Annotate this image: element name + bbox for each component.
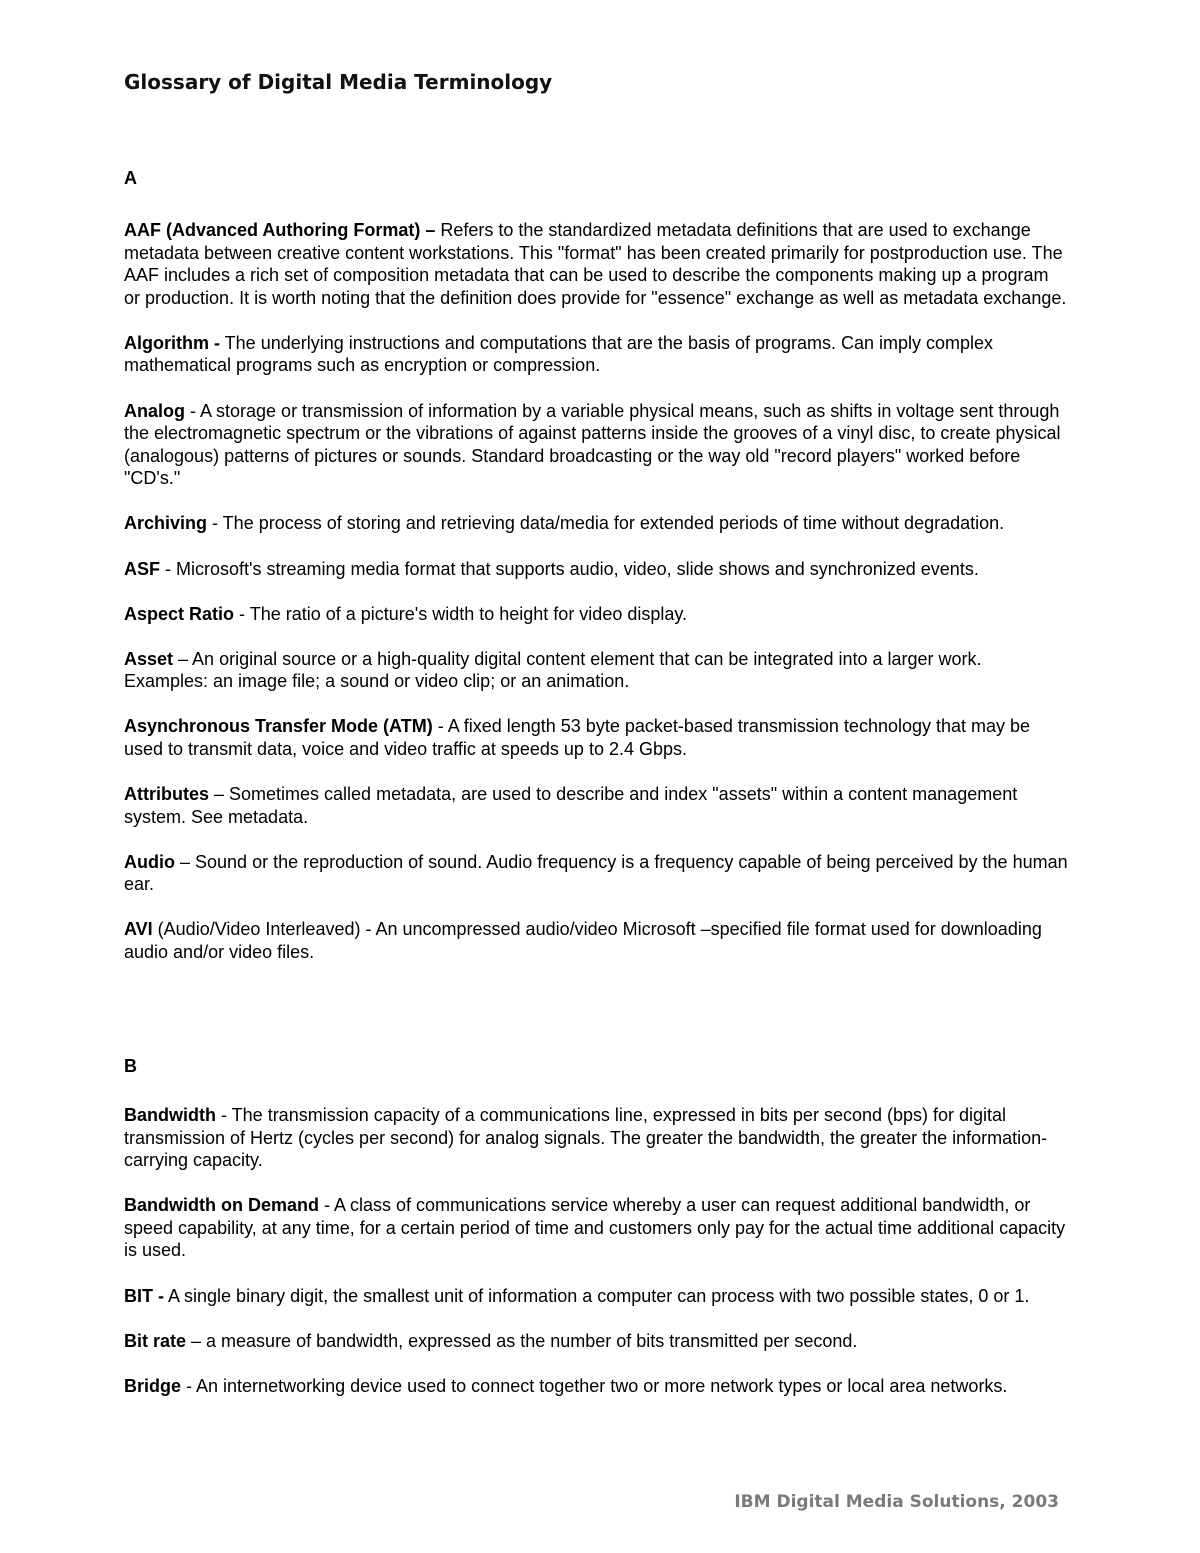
glossary-entry: [124, 332, 1069, 377]
section-a-entries: [124, 219, 1069, 986]
glossary-entry: [124, 1375, 1069, 1398]
entry-term: Bridge: [124, 1375, 182, 1396]
page-title: Glossary of Digital Media Terminology: [124, 70, 553, 94]
entry-definition: The underlying instructions and computations that are the basis of programs. Can imply complex mathematical programs such as encryption or compression.: [124, 332, 994, 376]
entry-term: Algorithm -: [124, 332, 220, 353]
entry-definition: - The process of storing and retrieving data/media for extended periods of time without degradation.: [207, 513, 1005, 534]
glossary-entry: [124, 603, 1069, 626]
glossary-entry: [124, 1330, 1069, 1353]
entry-definition: - A class of communications service whereby a user can request additional bandwidth, or speed capability, at any time, for a certain period of time and customers only pay for the actual time additional capacity is used.: [124, 1195, 1066, 1261]
glossary-entry: [124, 783, 1069, 828]
entry-definition: – Sometimes called metadata, are used to describe and index "assets" within a content management system. See metadata.: [124, 784, 1018, 827]
glossary-entry: [124, 648, 1069, 693]
glossary-entry: [124, 715, 1069, 760]
entry-definition: – An original source or a high-quality digital content element that can be integrated into a larger work. Examples: an image file; a sound or video clip; or an animation.: [124, 648, 982, 692]
entry-term: Aspect Ratio: [124, 603, 235, 624]
entry-term: Asynchronous Transfer Mode (ATM): [124, 716, 433, 737]
glossary-entry: [124, 851, 1069, 896]
entry-term: Analog: [124, 400, 185, 421]
glossary-entry: [124, 918, 1069, 963]
glossary-entry: [124, 1104, 1069, 1172]
entry-definition: - A fixed length 53 byte packet-based transmission technology that may be used to transmit data, voice and video traffic at speeds up to 2.4 Gbps.: [124, 716, 1031, 759]
entry-term: Asset: [124, 648, 174, 669]
glossary-entry: [124, 1194, 1069, 1262]
section-letter-b: B: [124, 1056, 137, 1076]
entry-definition: A single binary digit, the smallest unit of information a computer can process with two possible states, 0 or 1.: [164, 1285, 1030, 1306]
entry-term: AAF (Advanced Authoring Format) –: [124, 220, 436, 240]
section-b-entries: [124, 1104, 1069, 1420]
entry-term: Audio: [124, 851, 175, 872]
glossary-entry: [124, 400, 1069, 490]
entry-definition: - An internetworking device used to connect together two or more network types or local area networks.: [181, 1375, 1008, 1396]
entry-definition: - The transmission capacity of a communications line, expressed in bits per second (bps) for digital transmission of Hertz (cycles per second) for analog signals. The greater the bandwidth, the greater the information-carrying capacity.: [124, 1105, 1048, 1171]
glossary-entry: [124, 512, 1069, 535]
glossary-entry: [124, 1285, 1069, 1308]
entry-definition: - Microsoft's streaming media format that supports audio, video, slide shows and synchronized events.: [160, 558, 979, 579]
entry-term: Bandwidth: [124, 1105, 216, 1125]
entry-definition: – a measure of bandwidth, expressed as the number of bits transmitted per second.: [186, 1330, 858, 1351]
entry-definition: (Audio/Video Interleaved) - An uncompressed audio/video Microsoft –specified file format used for downloading audio and/or video files.: [124, 919, 1042, 963]
entry-definition: – Sound or the reproduction of sound. Audio frequency is a frequency capable of being perceived by the human ear.: [124, 851, 1068, 895]
entry-term: AVI: [124, 919, 153, 940]
entry-term: Attributes: [124, 784, 209, 805]
entry-definition: - The ratio of a picture's width to height for video display.: [234, 603, 688, 624]
glossary-entry: [124, 558, 1069, 581]
entry-definition: - A storage or transmission of information by a variable physical means, such as shifts in voltage sent through the electromagnetic spectrum or the vibrations of against patterns inside the grooves of a vinyl disc, to create physical (analogous) patterns of pictures or sounds. Standard broadcasting or the way old "record players" worked before "CD's.": [124, 400, 1061, 489]
page-footer: IBM Digital Media Solutions, 2003: [734, 1492, 1059, 1512]
entry-term: Bandwidth on Demand: [124, 1195, 319, 1216]
section-letter-a: A: [124, 168, 137, 188]
entry-term: Archiving: [124, 513, 208, 534]
glossary-entry: [124, 219, 1069, 309]
entry-term: ASF: [124, 558, 160, 579]
entry-term: BIT -: [124, 1285, 164, 1306]
entry-definition: Refers to the standardized metadata definitions that are used to exchange metadata between creative content workstations. This "format" has been created primarily for postproduction use. The AAF includes a rich set of composition metadata that can be used to describe the components making up a program or production. It is worth noting that the definition does provide for "essence" exchange as well as metadata exchange.: [124, 220, 1067, 308]
entry-term: Bit rate: [124, 1330, 187, 1351]
